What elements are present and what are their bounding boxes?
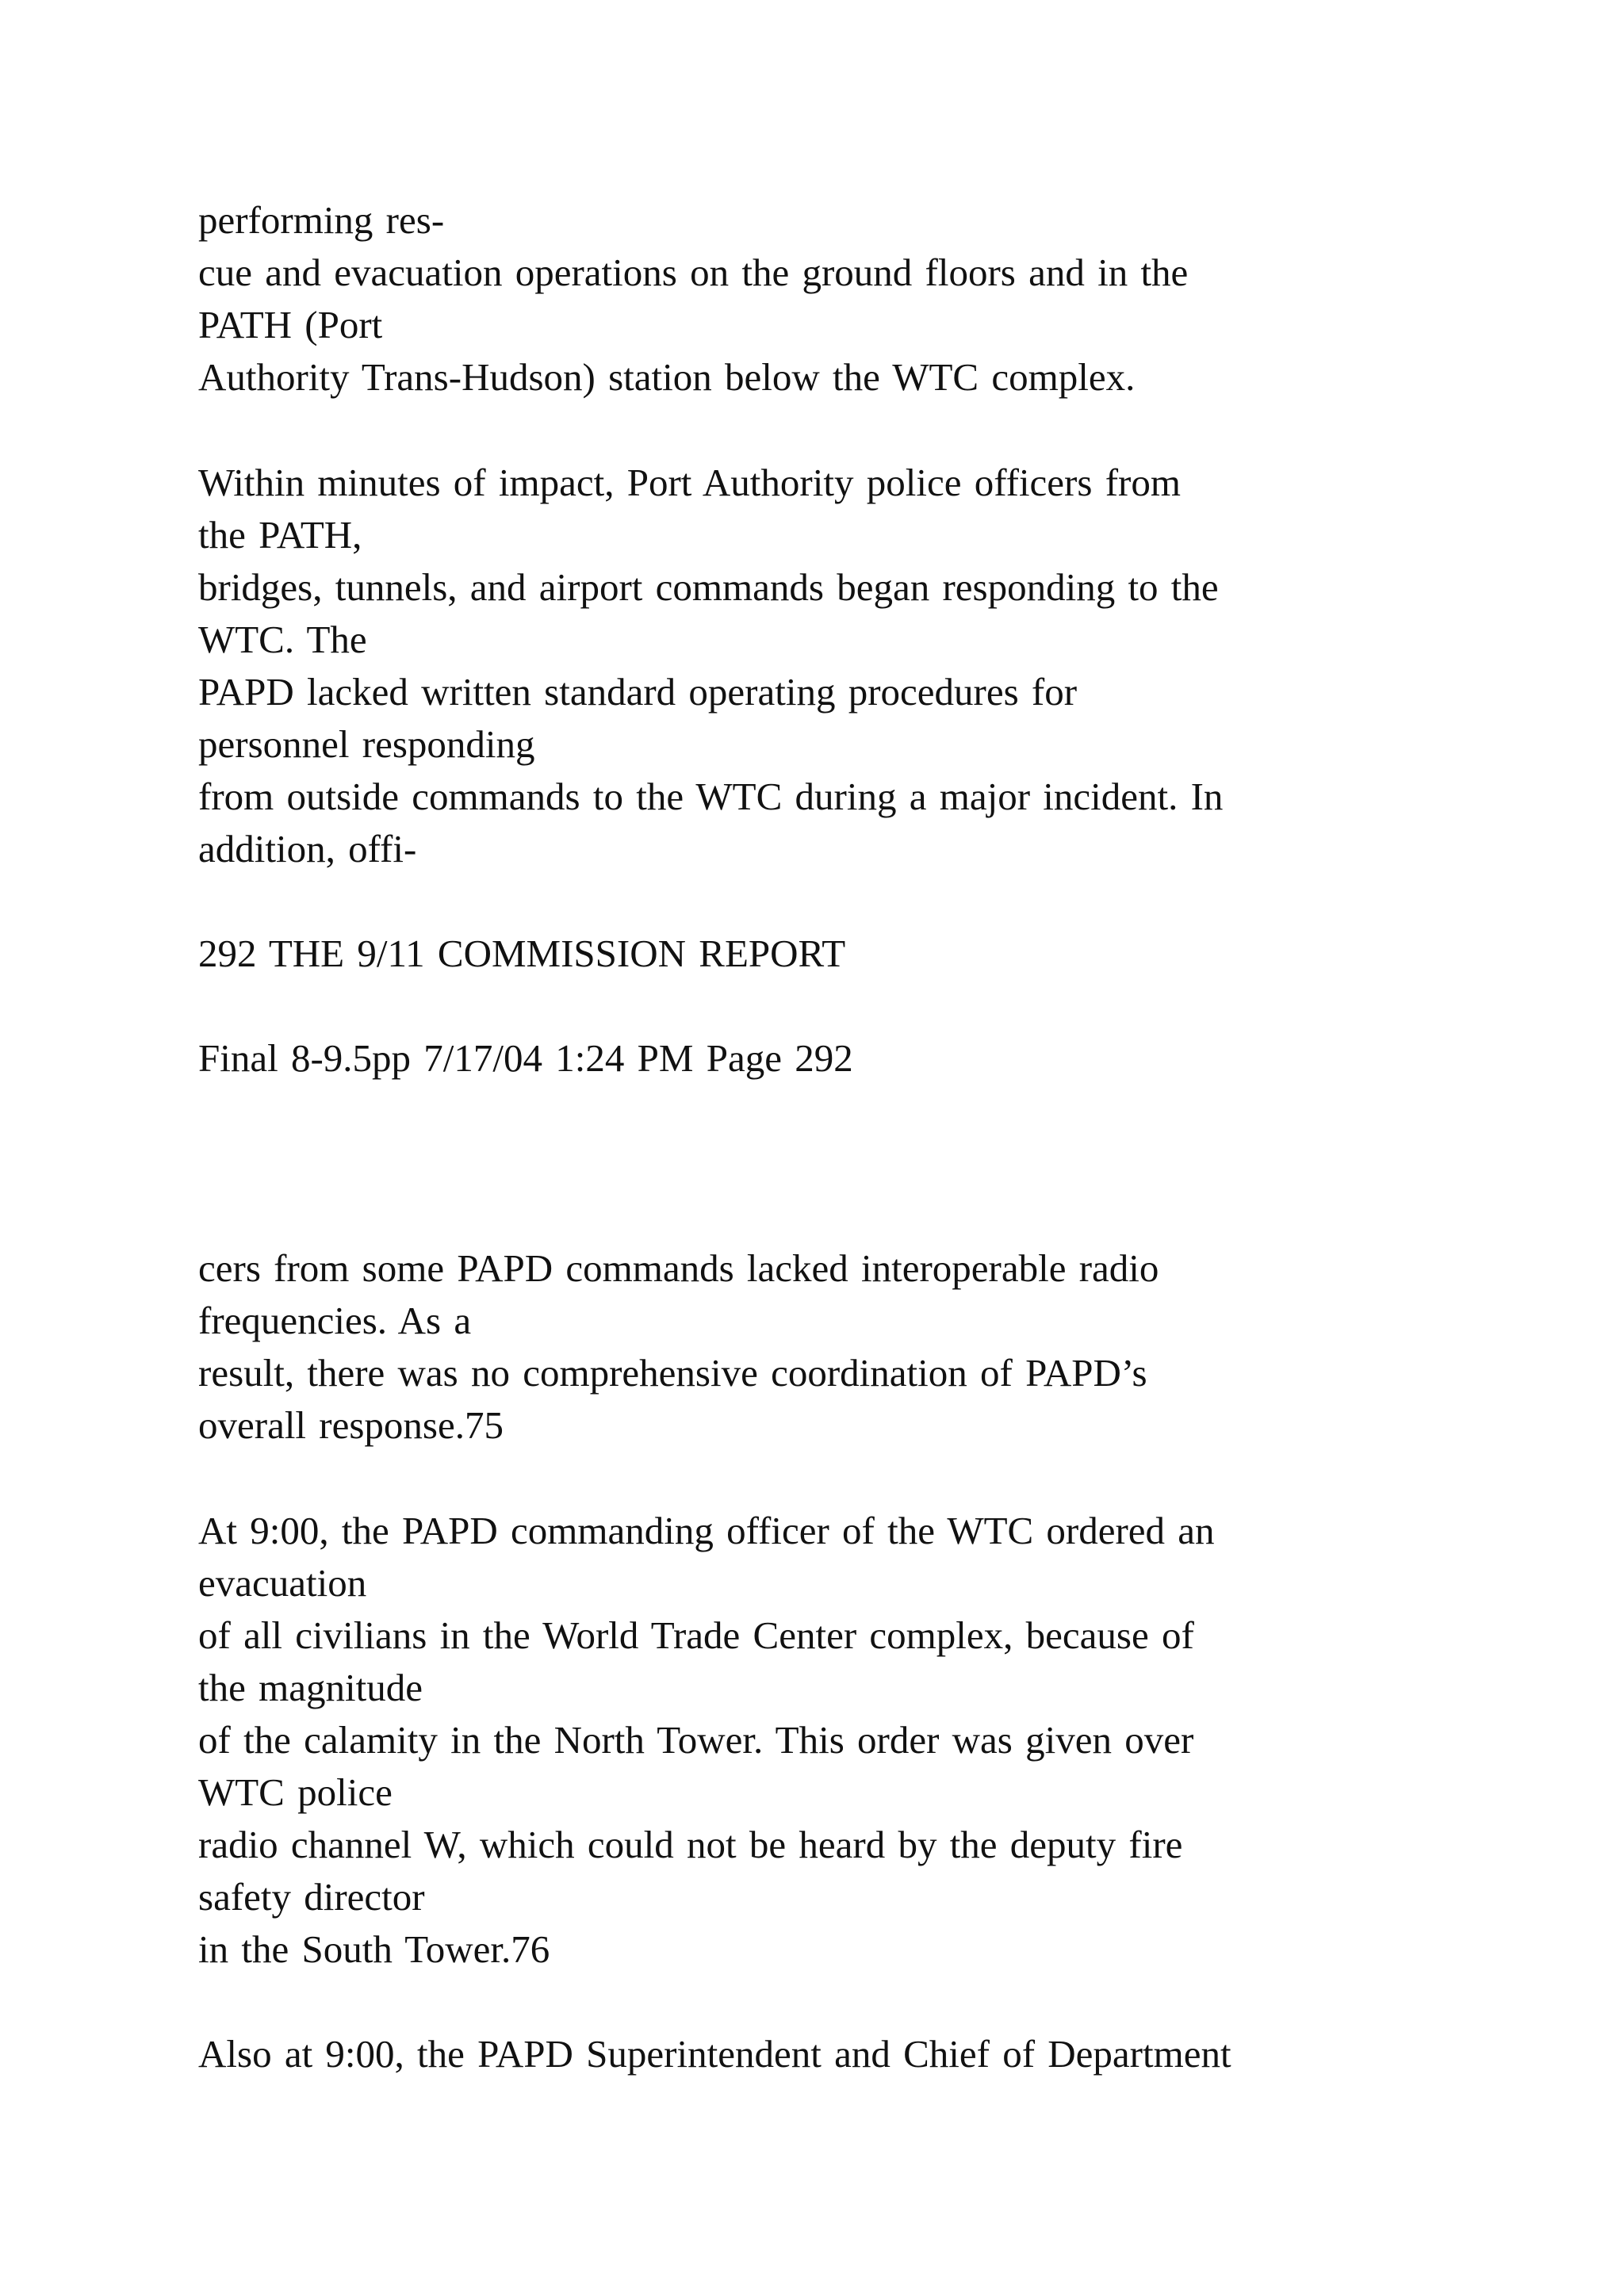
print-slug: Final 8-9.5pp 7/17/04 1:24 PM Page 292 xyxy=(198,1036,853,1080)
text-line: Authority Trans-Hudson) station below the WTC complex. xyxy=(198,355,1136,399)
text-line: the PATH, xyxy=(198,513,362,557)
text-line: in the South Tower.76 xyxy=(198,1927,550,1971)
text-line: of the calamity in the North Tower. This order was given over xyxy=(198,1718,1194,1762)
text-line: of all civilians in the World Trade Center complex, because of xyxy=(198,1613,1194,1657)
text-line: the magnitude xyxy=(198,1666,423,1709)
text-line: from outside commands to the WTC during a major incident. In xyxy=(198,775,1224,818)
text-line: overall response.75 xyxy=(198,1403,504,1447)
text-line: personnel responding xyxy=(198,722,535,766)
text-line: Also at 9:00, the PAPD Superintendent and Chief of Department xyxy=(198,2032,1231,2076)
text-line: evacuation xyxy=(198,1561,367,1605)
text-line: PATH (Port xyxy=(198,303,383,346)
text-line: radio channel W, which could not be heard by the deputy fire xyxy=(198,1823,1183,1866)
running-footer: 292 THE 9/11 COMMISSION REPORT xyxy=(198,932,846,975)
text-line: safety director xyxy=(198,1875,425,1919)
text-line: performing res- xyxy=(198,198,445,242)
text-line: Within minutes of impact, Port Authority police officers from xyxy=(198,461,1181,504)
text-line: cue and evacuation operations on the ground floors and in the xyxy=(198,251,1189,294)
text-line: At 9:00, the PAPD commanding officer of the WTC ordered an xyxy=(198,1509,1215,1552)
text-line: frequencies. As a xyxy=(198,1299,472,1342)
text-line: PAPD lacked written standard operating procedures for xyxy=(198,670,1078,714)
text-line: WTC. The xyxy=(198,618,367,661)
text-line: result, there was no comprehensive coordination of PAPD’s xyxy=(198,1351,1147,1395)
text-line: cers from some PAPD commands lacked interoperable radio xyxy=(198,1246,1159,1290)
text-line: WTC police xyxy=(198,1770,393,1814)
text-line: bridges, tunnels, and airport commands began responding to the xyxy=(198,565,1219,609)
text-line: addition, offi- xyxy=(198,827,417,871)
